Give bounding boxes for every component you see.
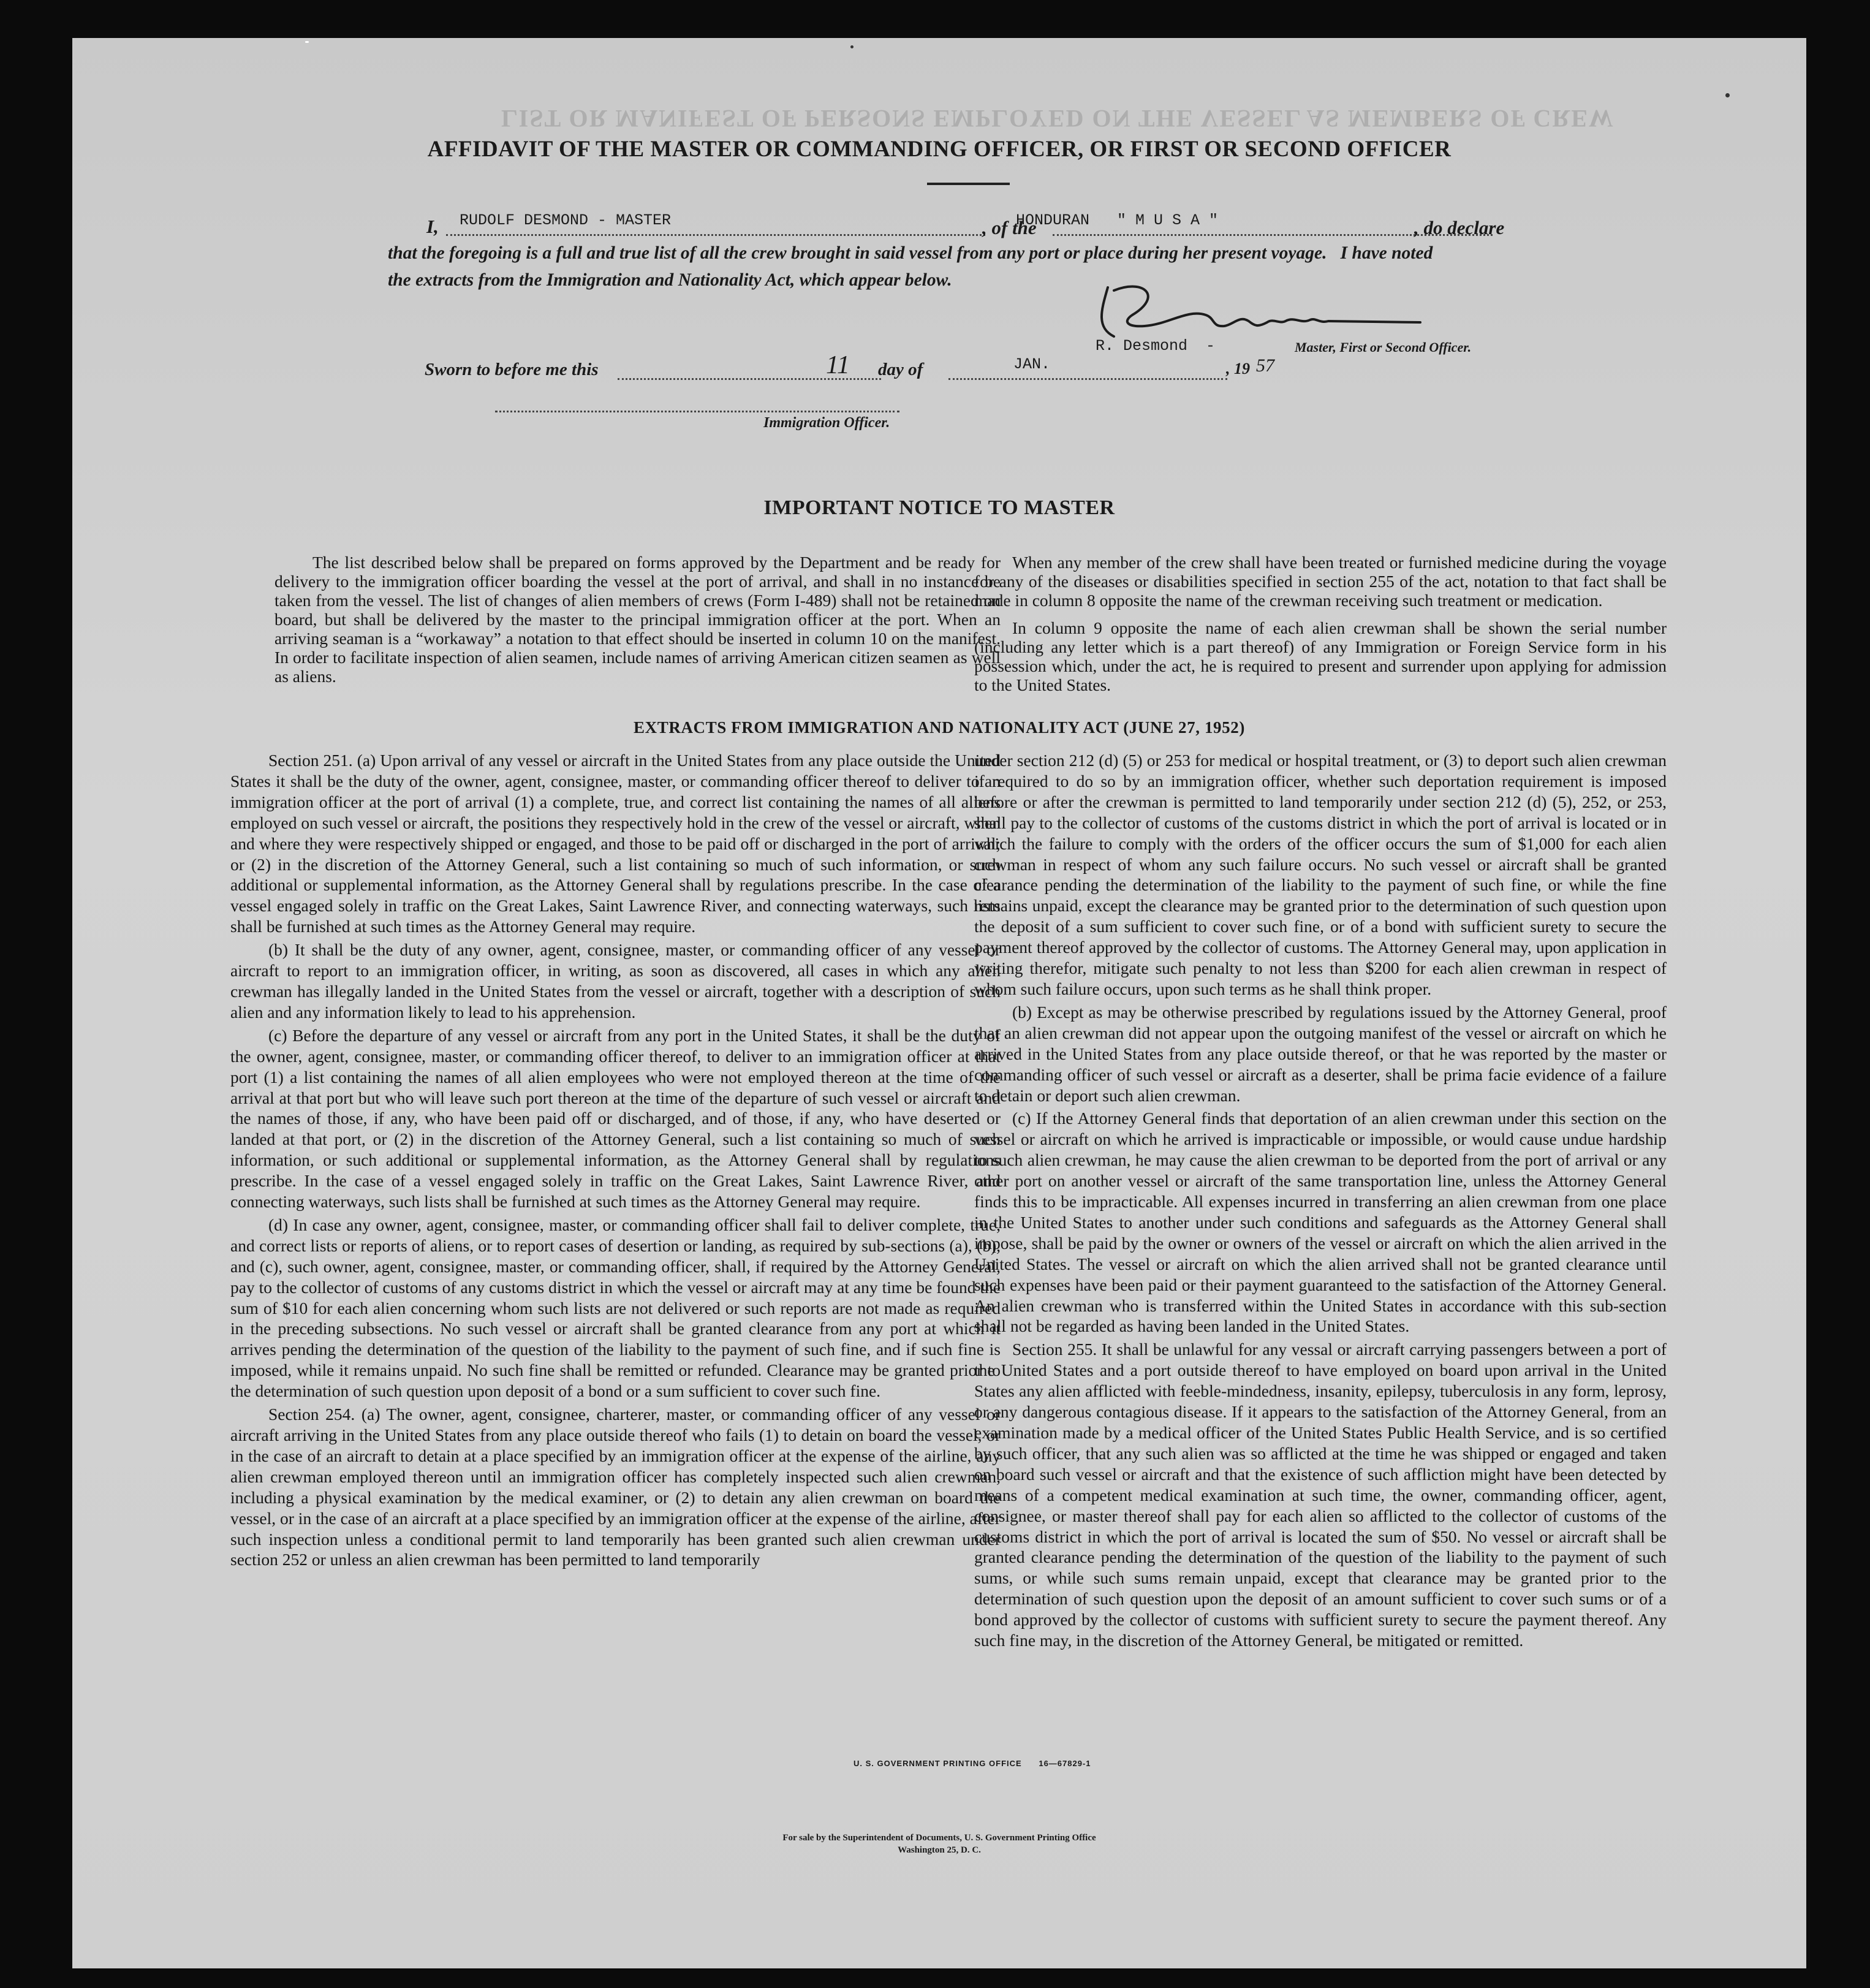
sale-line-2: Washington 25, D. C. [898, 1845, 981, 1855]
declarant-name: RUDOLF DESMOND - MASTER [460, 211, 672, 229]
section-254-b: (b) Except as may be otherwise prescribed by regulations issued by the Attorney General, proof that an alien crewman did not appear upon the outgoing manifest of the vessel or aircraft on which he arrived in the United States from any place outside thereof, or that he was reported by the master or commanding officer of such vessel or aircraft as a deserter, shall be prima facie evidence of a failure to detain or deport such alien crewman. [974, 1002, 1667, 1105]
officer-signature-line [495, 411, 899, 412]
document-page [72, 38, 1806, 1968]
officer-label: Immigration Officer. [763, 415, 890, 431]
signatory-title: Master, First or Second Officer. [1295, 340, 1472, 355]
section-255: Section 255. It shall be unlawful for any vessal or aircraft carrying passengers between a port of the United States and a port outside thereof to have employed on board upon arrival in the United States any alien afflicted with feeble-mindedness, insanity, epilepsy, tuberculosis in any form, leprosy, or any dangerous contagious disease. If it appears to the satisfaction of the Attorney General, from an examination made by a medical officer of the United States Public Health Service, and is so certified by such officer, that any such alien was so afflicted at the time he was shipped or engaged and taken on board such vessel or aircraft and that the existence of such affliction might have been detected by means of a competent medical examination at such time, the owner, commanding officer, agent, consignee, or master thereof shall pay for each alien so afflicted to the collector of customs of the customs district in which the port of arrival is located the sum of $50. No vessel or aircraft shall be granted clearance pending the determination of the question of the liability to the payment of such sums, or while such sums remain unpaid, except that clearance may be granted prior to the determination of such question upon the deposit of an amount sufficient to cover such sums or of a bond approved by the collector of customs with sufficient surety to secure the payment thereof. Any such fine may, in the discretion of the Attorney General, be mitigated or remitted. [974, 1340, 1667, 1650]
notice-right-para-1: When any member of the crew shall have been treated or furnished medicine during the voyage for any of the diseases or disabilities specified in section 255 of the act, notation to that fact shall be made in column 8 opposite the name of the crewman receiving such treatment or medication. [974, 553, 1667, 610]
statement-line-2: the extracts from the Immigration and Nationality Act, which appear below. [388, 270, 952, 290]
section-251-a: Section 251. (a) Upon arrival of any vessel or aircraft in the United States from any place outside the United States it shall be the duty of the owner, agent, consignee, master, or commanding officer thereof to deliver to an immigration officer at the port of arrival (1) a complete, true, and correct list containing the names of all aliens employed on such vessel or aircraft, the positions they respectively hold in the crew of the vessel or aircraft, when and where they were respectively shipped or engaged, and those to be paid off or discharged in the port of arrival; or (2) in the discretion of the Attorney General, such a list containing so much of such information, or such additional or supplemental information, as the Attorney General shall by regulations prescribe. In the case of a vessel engaged solely in traffic on the Great Lakes, Saint Lawrence River, and connecting waterways, such lists shall be furnished at such times as the Attorney General may require. [230, 751, 1001, 936]
sale-line-1: For sale by the Superintendent of Documents, U. S. Government Printing Office [782, 1833, 1096, 1843]
notice-right [974, 553, 1667, 703]
section-254-a: Section 254. (a) The owner, agent, consignee, charterer, master, or commanding officer of any vessel or aircraft arriving in the United States from any place outside thereof who fails (1) to detain on board the vessel, or in the case of an aircraft to detain at a place specified by an immigration officer at the expense of the airline, any alien crewman employed thereon until an immigration officer has completely inspected such alien crewman, including a physical examination by the medical examiner, or (2) to detain any alien crewman on board the vessel, or in the case of an aircraft at a place specified by an immigration officer at the expense of the airline, after such inspection unless a conditional permit to land temporarily has been granted such alien crewman under section 252 or unless an alien crewman has been permitted to land temporarily [230, 1405, 1001, 1569]
section-254-a-cont: under section 212 (d) (5) or 253 for medical or hospital treatment, or (3) to deport such alien crewman if required to do so by an immigration officer, whether such deportation requirement is imposed before or after the crewman is permitted to land temporarily under section 212 (d) (5), 252, or 253, shall pay to the collector of customs of the customs district in which the port of arrival is located or in which the failure to comply with the orders of the officer occurs the sum of $1,000 for each alien crewman in respect of whom any such failure occurs. No such vessel or aircraft shall be granted clearance pending the determination of the liability to the payment of such fine, or while the fine remains unpaid, except the clearance may be granted prior to the determination of such question upon the deposit of a sum sufficient to cover such fine, or of a bond with sufficient surety to secure the payment thereof approved by the collector of customs. The Attorney General may, upon application in writing therefor, mitigate such penalty to not less than $200 for each alien crewman in respect of whom such failure occurs, upon such terms as he shall think proper. [974, 751, 1667, 998]
affidavit-title: AFFIDAVIT OF THE MASTER OR COMMANDING OFFICER, OR FIRST OR SECOND OFFICER [427, 137, 1452, 162]
extracts-left-column [230, 750, 1001, 1573]
scan-speck [1725, 93, 1730, 97]
extracts-right-column [974, 750, 1667, 1653]
sale-notice [72, 1832, 1806, 1856]
notice-left-text: The list described below shall be prepared on forms approved by the Department and be ready for delivery to the immigration officer boarding the vessel at the port of arrival, and shall in no instance be taken from the vessel. The list of changes of alien members of crews (Form I-489) shall not be retained on board, but shall be delivered by the master to the principal immigration officer at the port. When an arriving seaman is a “workaway” a notation to that effect should be inserted in column 10 on the manifest. In order to facilitate inspection of alien seamen, include names of arriving American citizen seamen as well as aliens. [274, 553, 1001, 686]
section-251-d: (d) In case any owner, agent, consignee, master, or commanding officer shall fail to deliver complete, true, and correct lists or reports of aliens, or to report cases of desertion or landing, as required by sub-sections (a), (b), and (c), such owner, agent, consignee, master, or commanding officer, shall, if required by the Attorney General, pay to the collector of customs of any customs district in which the vessel or aircraft may at any time be found the sum of $10 for each alien concerning whom such lists are not delivered or such reports are not made as required in the preceding subsections. No such vessel or aircraft shall be granted clearance from any port at which it arrives pending the determination of the question of the liability to the payment of such fine, and if such fine is imposed, while it remains unpaid. No such fine shall be remitted or refunded. Clearance may be granted prior to the determination of such question upon deposit of a bond or a sum sufficient to cover such fine. [230, 1215, 1001, 1401]
vessel-name: HONDURAN " M U S A " [1016, 211, 1219, 229]
master-signature [1089, 272, 1433, 346]
notice-title: IMPORTANT NOTICE TO MASTER [763, 496, 1115, 519]
statement-line-1: that the foregoing is a full and true list of all the crew brought in said vessel from any port or place during her present voyage. I have noted [388, 243, 1433, 263]
title-rule [927, 183, 1010, 185]
intro-i: I, [426, 216, 439, 237]
section-251-c: (c) Before the departure of any vessel or aircraft from any port in the United States, it shall be the duty of the owner, agent, consignee, master, or commanding officer thereof, to deliver to an immigration officer at that port (1) a list containing the names of all alien employees who were not employed thereon at the time of the arrival at that port but who will leave such port thereon at the time of the departure of such vessel or aircraft and the names of those, if any, who have been paid off or discharged, and of those, if any, who have deserted or landed at that port, or (2) in the discretion of the Attorney General, such a list containing so much of such information, or such additional or supplemental information, as the Attorney General shall by regulations prescribe. In the case of a vessel engaged solely in traffic on the Great Lakes, Saint Lawrence River, and connecting waterways, such lists shall be furnished at such times as the Attorney General may require. [230, 1025, 1001, 1212]
month-line [948, 378, 1227, 380]
scan-speck [850, 45, 854, 48]
extracts-title: EXTRACTS FROM IMMIGRATION AND NATIONALITY ACT (JUNE 27, 1952) [634, 718, 1245, 737]
signature-typed: R. Desmond - [1096, 337, 1216, 355]
sworn-year: 57 [1256, 355, 1274, 376]
year-prefix: , 19 [1226, 360, 1250, 377]
bleed-through-text: LIST OR MANIFEST OF PERSONS EMPLOYED ON THE VESSEL AS MEMBERS OF CREW [501, 105, 1614, 132]
day-of-label: day of [878, 360, 923, 379]
do-declare-label: , do declare [1414, 217, 1505, 238]
section-254-c: (c) If the Attorney General finds that deportation of an alien crewman under this section on the vessel or aircraft on which he arrived is impracticable or impossible, or would cause undue hardship to such alien crewman, he may cause the alien crewman to be deported from the port of arrival or any other port on another vessel or aircraft of the same transportation line, unless the Attorney General finds this to be impracticable. All expenses incurred in transferring an alien crewman from one place in the United States to another under such conditions and safeguards as the Attorney General shall impose, shall be paid by the owner or owners of the vessel or aircraft on which the alien arrived in the United States. The vessel or aircraft on which the alien arrived shall not be granted clearance until such expenses have been paid or their payment guaranteed to the satisfaction of the Attorney General. An alien crewman who is transferred within the United States in accordance with this sub-section shall not be regarded as having been landed in the United States. [974, 1109, 1667, 1336]
of-the-label: , of the [982, 217, 1037, 238]
sworn-month: JAN. [1013, 355, 1051, 373]
printing-office-imprint: U. S. GOVERNMENT PRINTING OFFICE 16—67829-1 [854, 1759, 1091, 1768]
scan-speck [305, 41, 309, 43]
name-line [446, 234, 985, 236]
section-251-b: (b) It shall be the duty of any owner, agent, consignee, master, or commanding officer of any vessel or aircraft to report to an immigration officer, in writing, as soon as discovered, all cases in which any alien crewman has illegally landed in the United States from the vessel or aircraft, together with a description of such alien and any information likely to lead to his apprehension. [230, 940, 1001, 1022]
notice-right-para-2: In column 9 opposite the name of each alien crewman shall be shown the serial number (including any letter which is a part thereof) of any Immigration or Foreign Service form in his possession which, under the act, he is required to present and surrender upon applying for admission to the United States. [974, 618, 1667, 694]
sworn-label: Sworn to before me this [425, 360, 599, 379]
sworn-day: 11 [826, 351, 850, 379]
notice-left [274, 553, 1001, 694]
